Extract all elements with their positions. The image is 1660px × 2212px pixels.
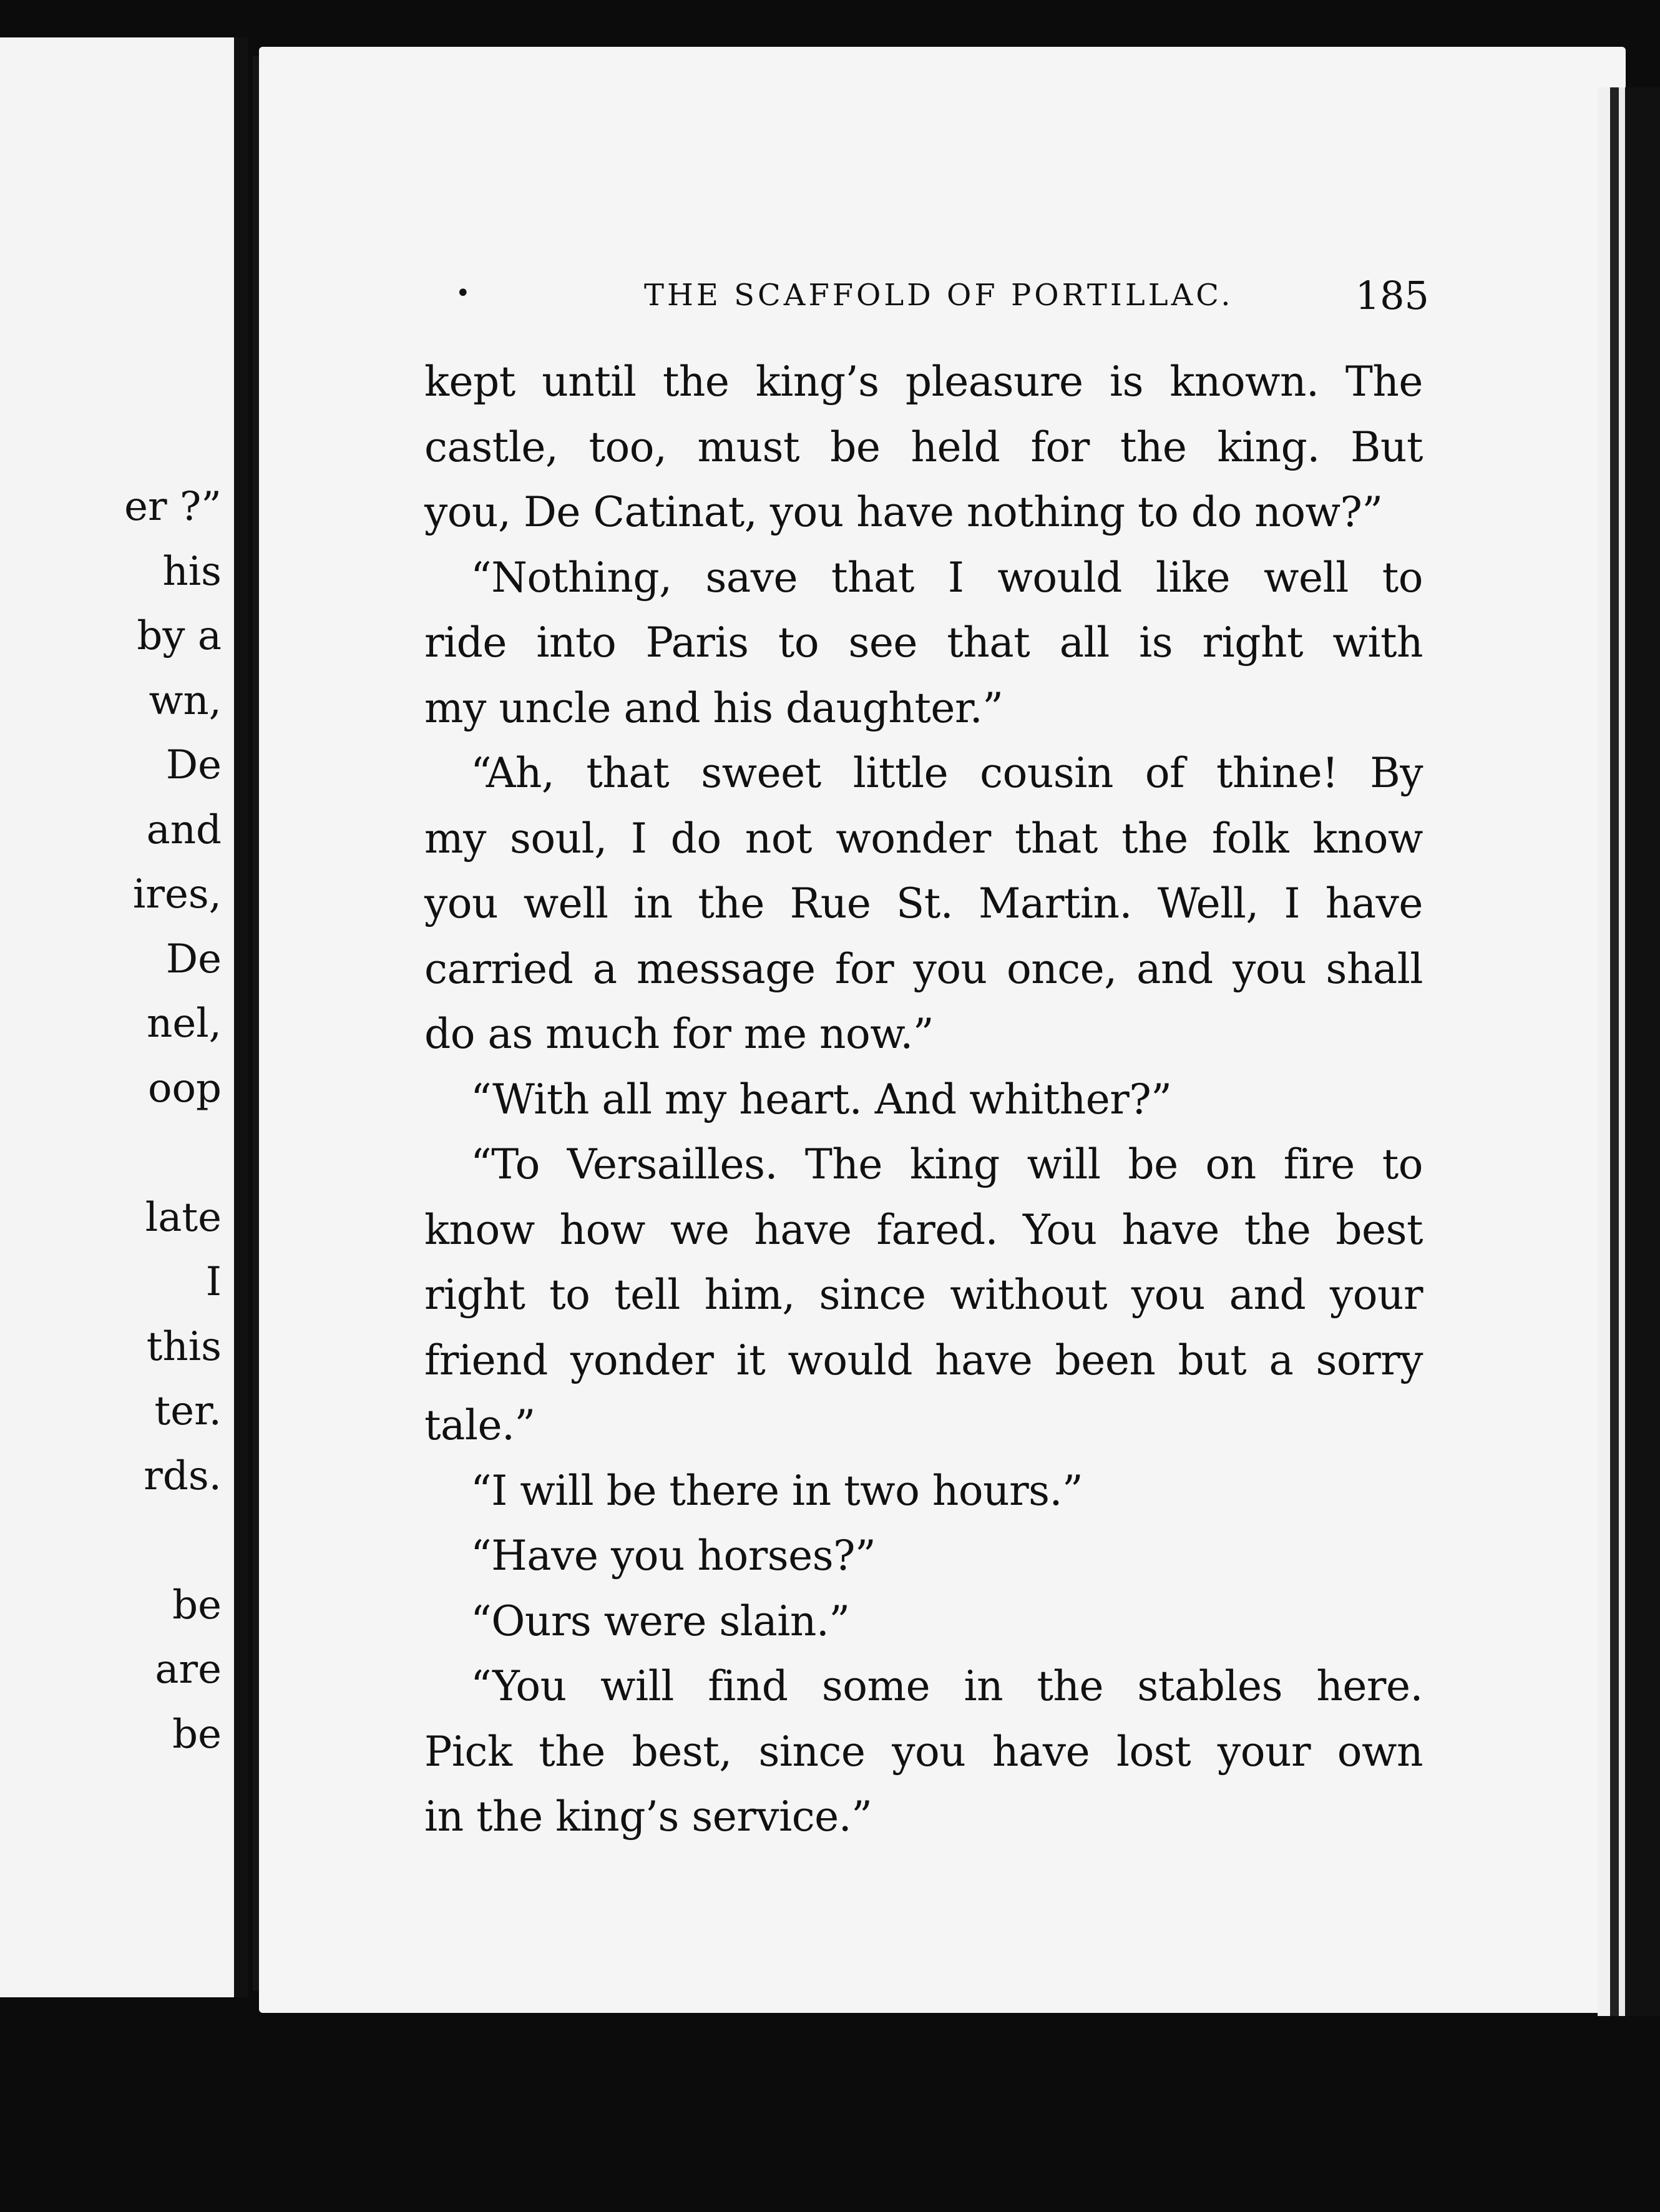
header-mark: •: [456, 279, 471, 308]
text-line: “I will be there in two hours.”: [471, 1466, 1083, 1515]
page-edges: [1598, 87, 1660, 2016]
text-line: kept until the king’s pleasure is known. The: [424, 358, 1423, 406]
text-line: “Ah, that sweet little cousin of thine! By: [471, 749, 1423, 797]
left-page-fragment: De: [165, 936, 222, 982]
text-line: in the king’s service.”: [424, 1793, 872, 1841]
text-line: tale.”: [424, 1401, 535, 1449]
left-page-fragment: ires,: [132, 871, 222, 918]
text-line: “Have you horses?”: [471, 1532, 876, 1580]
left-page-fragment: are: [155, 1647, 222, 1693]
left-page-fragment: by a: [137, 613, 222, 659]
left-page-fragment: oop: [147, 1065, 222, 1112]
left-page-fragment: this: [146, 1323, 222, 1370]
left-page-fragment: I: [205, 1259, 222, 1305]
text-line: you well in the Rue St. Martin. Well, I have: [424, 879, 1423, 927]
left-page-fragment: be: [172, 1711, 222, 1758]
text-line: know how we have fared. You have the best: [424, 1205, 1423, 1254]
running-title: THE SCAFFOLD OF PORTILLAC.: [644, 278, 1234, 313]
text-line: “You will find some in the stables here.: [471, 1662, 1423, 1710]
page-header: [456, 272, 1429, 321]
left-page-fragment: and: [146, 806, 222, 853]
left-page-fragment: De: [165, 742, 222, 788]
text-line: right to tell him, since without you and your: [424, 1271, 1423, 1319]
page-number: 185: [1355, 273, 1429, 318]
text-line: carried a message for you once, and you shall: [424, 944, 1423, 993]
left-page-fragment: ter.: [154, 1388, 222, 1434]
text-line: my soul, I do not wonder that the folk know: [424, 814, 1423, 863]
text-line: ride into Paris to see that all is right with: [424, 619, 1423, 667]
left-page-fragment: wn,: [149, 677, 222, 724]
left-page-fragment: er ?”: [124, 484, 222, 530]
left-page-fragment: his: [162, 548, 222, 595]
text-line: Pick the best, since you have lost your own: [424, 1727, 1423, 1776]
left-page: [0, 37, 248, 1997]
text-line: “Nothing, save that I would like well to: [471, 553, 1423, 602]
text-line: my uncle and his daughter.”: [424, 683, 1003, 732]
left-page-fragment: be: [172, 1582, 222, 1628]
body-text: [424, 350, 1423, 1850]
text-line: “With all my heart. And whither?”: [471, 1075, 1172, 1123]
text-line: “Ours were slain.”: [471, 1597, 850, 1645]
text-line: castle, too, must be held for the king. But: [424, 423, 1423, 471]
left-page-fragment: rds.: [144, 1452, 222, 1499]
text-line: do as much for me now.”: [424, 1010, 934, 1058]
text-line: “To Versailles. The king will be on fire to: [471, 1140, 1423, 1188]
text-line: friend yonder it would have been but a sorry: [424, 1336, 1423, 1384]
left-page-fragment: late: [145, 1194, 222, 1241]
left-page-fragment: nel,: [147, 1001, 222, 1047]
text-line: you, De Catinat, you have nothing to do now?”: [424, 488, 1383, 536]
